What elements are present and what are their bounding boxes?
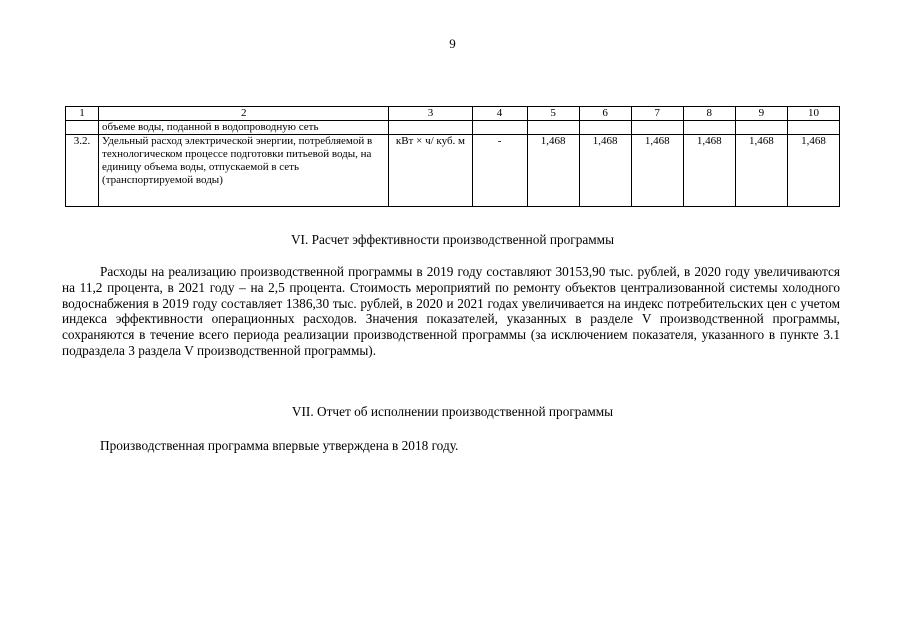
table-cell [579, 121, 631, 135]
table-header-cell: 4 [472, 107, 527, 121]
table-cell-value: 1,468 [631, 135, 683, 207]
table-cell-value: 1,468 [579, 135, 631, 207]
table-cell [787, 121, 839, 135]
table-header-cell: 2 [99, 107, 389, 121]
table-cell-description: объеме воды, поданной в водопроводную сеть [99, 121, 389, 135]
table-header-row [66, 107, 840, 121]
table-header-cell: 7 [631, 107, 683, 121]
table-cell-value: - [472, 135, 527, 207]
table-cell [631, 121, 683, 135]
table-cell [389, 121, 472, 135]
table-header-cell: 9 [735, 107, 787, 121]
table-header-cell: 6 [579, 107, 631, 121]
section-7-paragraph-text: Производственная программа впервые утверждена в 2018 году. [100, 438, 459, 453]
table-row [66, 121, 840, 135]
table-header-cell: 8 [683, 107, 735, 121]
table-header-cell: 1 [66, 107, 99, 121]
table-cell [66, 121, 99, 135]
table-cell-value: 1,468 [787, 135, 839, 207]
section-6-paragraph [62, 264, 840, 359]
table-cell-number: 3.2. [66, 135, 99, 207]
table-header-cell: 3 [389, 107, 472, 121]
section-7-title: VII. Отчет об исполнении производственной программы [291, 404, 614, 419]
indicators-table [65, 106, 840, 207]
table-cell-value: 1,468 [527, 135, 579, 207]
table-cell [472, 121, 527, 135]
page-number: 9 [449, 36, 456, 51]
section-6-title: VI. Расчет эффективности производственной программы [290, 232, 615, 247]
table-cell-value: 1,468 [735, 135, 787, 207]
table-cell-unit: кВт × ч/ куб. м [389, 135, 472, 207]
table-cell [527, 121, 579, 135]
section-7-paragraph [62, 438, 840, 454]
table-header-cell: 5 [527, 107, 579, 121]
table-row [66, 135, 840, 207]
table-cell [683, 121, 735, 135]
section-6-paragraph-text: Расходы на реализацию производственной программы в 2019 году составляют 30153,90 тыс. рублей, в 2020 году увеличиваются на 11,2 процента, в 2021 году – на 2,5 процента. Стоимость мероприятий по ремонту объектов централизованной системы холодного водоснабжения в 2019 году составляет 1386,30 тыс. рублей, в 2020 и 2021 годах увеличивается на индекс потребительских цен с учетом индекса эффективности операционных расходов. Значения показателей, указанных в разделе V производственной программы, сохраняются в течение всего периода реализации производственной программы (за исключением показателя, указанного в пункте 3.1 подраздела 3 раздела V производственной программы). [62, 264, 840, 358]
table-cell-value: 1,468 [683, 135, 735, 207]
table-cell [735, 121, 787, 135]
table-header-cell: 10 [787, 107, 839, 121]
table-cell-description: Удельный расход электрической энергии, потребляемой в технологическом процессе подготовки питьевой воды, на единицу объема воды, отпускаемой в сеть (транспортируемой воды) [99, 135, 389, 207]
